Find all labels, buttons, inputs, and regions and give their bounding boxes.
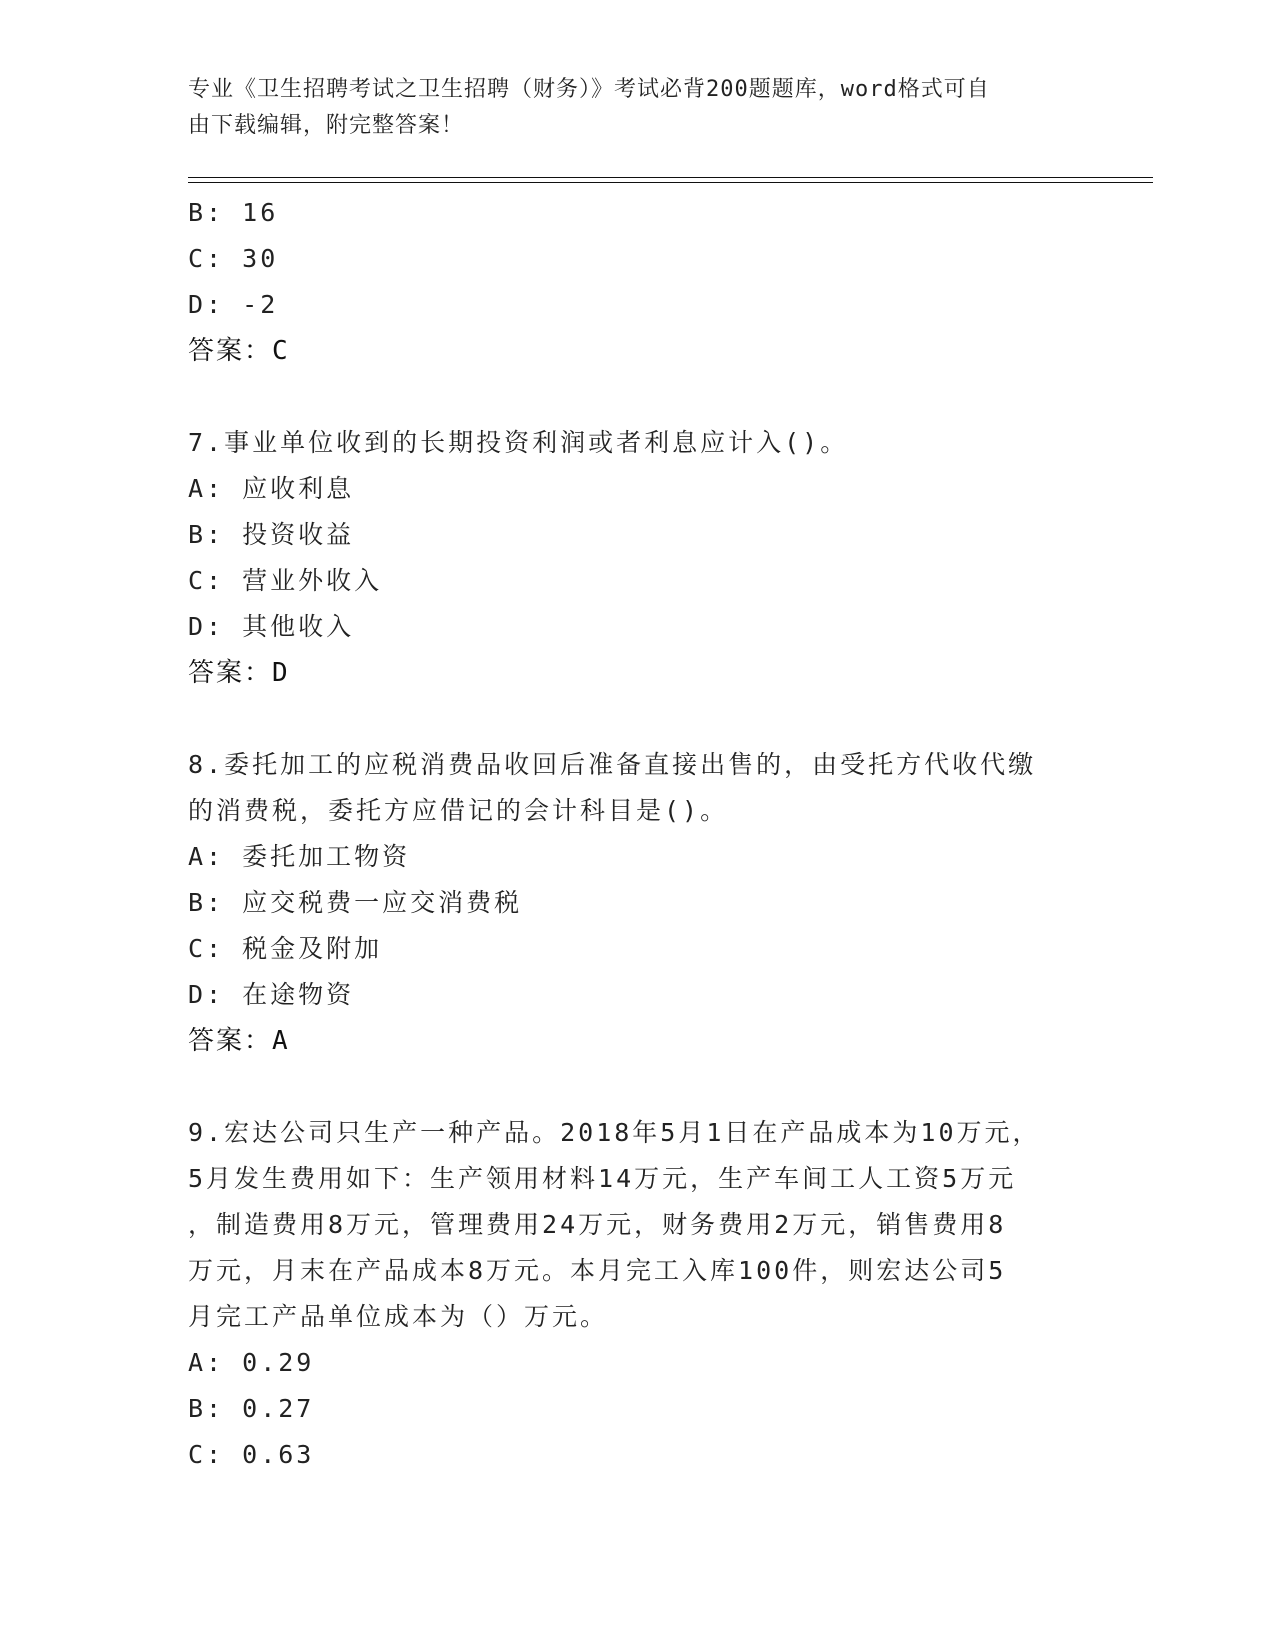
option-a: A: 0.29 bbox=[188, 1348, 315, 1377]
option-b: B: 应交税费一应交消费税 bbox=[188, 888, 523, 917]
question-8 bbox=[188, 742, 1088, 1064]
option-c: C: 营业外收入 bbox=[188, 566, 383, 595]
question-text-line-5: 月完工产品单位成本为（）万元。 bbox=[188, 1302, 609, 1331]
question-text-line-1: 9.宏达公司只生产一种产品。2018年5月1日在产品成本为10万元， bbox=[188, 1118, 1041, 1147]
prev-question bbox=[188, 190, 1088, 374]
answer-line: 答案：C bbox=[188, 336, 290, 366]
spacer bbox=[188, 374, 1088, 420]
option-c: C: 税金及附加 bbox=[188, 934, 383, 963]
header-rule-top bbox=[188, 177, 1153, 178]
option-a: A: 应收利息 bbox=[188, 474, 355, 503]
option-b: B: 投资收益 bbox=[188, 520, 355, 549]
question-7 bbox=[188, 420, 1088, 696]
question-text-line-3: ，制造费用8万元，管理费用24万元，财务费用2万元，销售费用8 bbox=[188, 1210, 1007, 1239]
spacer bbox=[188, 1064, 1088, 1110]
question-9 bbox=[188, 1110, 1088, 1478]
spacer bbox=[188, 696, 1088, 742]
option-b: B: 0.27 bbox=[188, 1394, 315, 1423]
question-text-line-4: 万元，月末在产品成本8万元。本月完工入库100件，则宏达公司5 bbox=[188, 1256, 1007, 1285]
question-text-line-2: 的消费税，委托方应借记的会计科目是()。 bbox=[188, 796, 729, 825]
header-rule-bottom bbox=[188, 182, 1153, 183]
option-d: D: 其他收入 bbox=[188, 612, 355, 641]
option-d: D: -2 bbox=[188, 290, 279, 319]
question-text-line-1: 8.委托加工的应税消费品收回后准备直接出售的，由受托方代收代缴 bbox=[188, 750, 1037, 779]
question-text-line-2: 5月发生费用如下：生产领用材料14万元，生产车间工人工资5万元 bbox=[188, 1164, 1017, 1193]
option-d: D: 在途物资 bbox=[188, 980, 355, 1009]
option-b: B: 16 bbox=[188, 198, 279, 227]
option-a: A: 委托加工物资 bbox=[188, 842, 411, 871]
option-c: C: 0.63 bbox=[188, 1440, 315, 1469]
question-text: 7.事业单位收到的长期投资利润或者利息应计入()。 bbox=[188, 428, 849, 457]
header-title-line-2: 由下载编辑，附完整答案！ bbox=[188, 113, 465, 138]
answer-line: 答案：A bbox=[188, 1026, 290, 1056]
document-header bbox=[188, 72, 1068, 144]
header-title-line-1: 专业《卫生招聘考试之卫生招聘（财务）》考试必背200题题库，word格式可自 bbox=[188, 77, 990, 102]
answer-line: 答案：D bbox=[188, 658, 290, 688]
document-body bbox=[188, 190, 1088, 1478]
option-c: C: 30 bbox=[188, 244, 279, 273]
